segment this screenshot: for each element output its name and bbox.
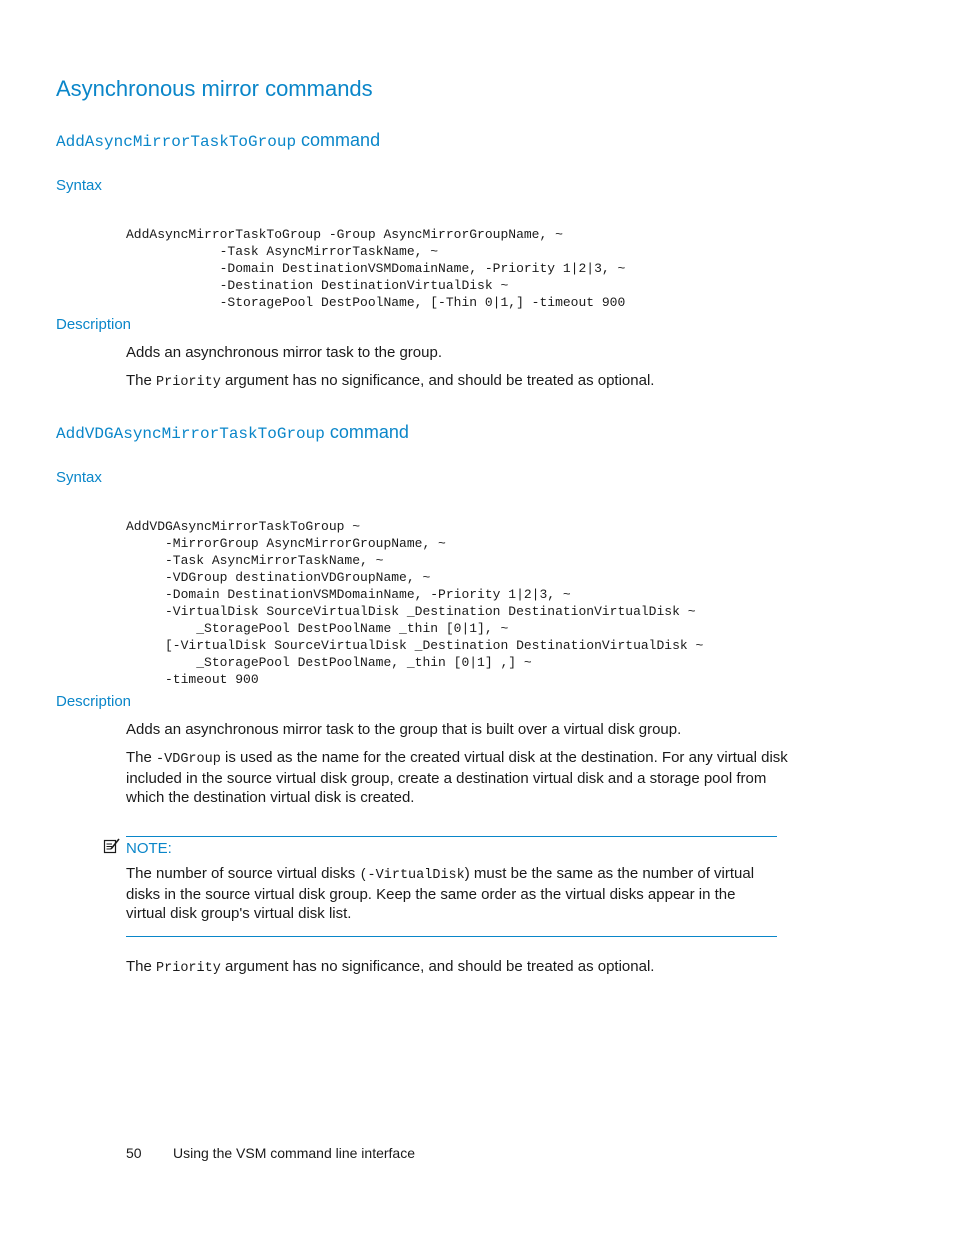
text-run: The: [126, 958, 157, 975]
code-line: -Task AsyncMirrorTaskName, ~: [126, 244, 439, 259]
cmd1-suffix: command: [296, 130, 381, 150]
text-run: The: [126, 372, 157, 389]
code-line: -Domain DestinationVSMDomainName, -Priority 1|2|3, ~: [126, 587, 571, 602]
cmd1-syntax-heading: Syntax: [56, 177, 102, 194]
code-line: -VDGroup destinationVDGroupName, ~: [126, 570, 431, 585]
cmd2-syntax-heading: Syntax: [56, 469, 102, 486]
page-number: 50: [126, 1145, 142, 1161]
cmd2-desc3: [126, 957, 654, 978]
code-line: -timeout 900: [126, 672, 259, 687]
note-top-rule: [126, 836, 777, 837]
inline-code: -VDGroup: [156, 752, 221, 767]
cmd2-suffix: command: [324, 422, 409, 442]
cmd2-heading: [56, 422, 409, 443]
text-run: The number of source virtual disks: [126, 865, 360, 882]
cmd2-name: AddVDGAsyncMirrorTaskToGroup: [56, 425, 325, 443]
section-title: Asynchronous mirror commands: [56, 76, 373, 101]
text-run: The: [126, 749, 157, 766]
text-run: ) must be the same as the number of virtual disks in the source virtual disk group. Keep the same order as the virtual disks appear in the virtual disk group's virtual disk list.: [126, 865, 755, 922]
cmd1-desc1: Adds an asynchronous mirror task to the group.: [126, 344, 442, 361]
cmd1-syntax-block: [126, 209, 625, 328]
note-icon: [103, 837, 121, 855]
note-label: NOTE:: [126, 840, 172, 857]
cmd2-syntax-block: [126, 501, 703, 705]
cmd1-heading: [56, 130, 380, 151]
footer-chapter: Using the VSM command line interface: [173, 1145, 415, 1161]
code-line: _StoragePool DestPoolName _thin [0|1], ~: [126, 621, 509, 636]
code-line: _StoragePool DestPoolName, _thin [0|1] ,] ~: [126, 655, 532, 670]
cmd2-desc1: Adds an asynchronous mirror task to the group that is built over a virtual disk group.: [126, 721, 682, 738]
note-text: [126, 864, 776, 923]
cmd2-desc2: [126, 748, 806, 807]
note-bottom-rule: [126, 936, 777, 937]
text-run: argument has no significance, and should be treated as optional.: [220, 958, 655, 975]
cmd1-name: AddAsyncMirrorTaskToGroup: [56, 133, 297, 151]
text-run: is used as the name for the created virtual disk at the destination. For any virtual disk included in the source virtual disk group, create a destination virtual disk and a storage pool from which the destination virtual disk is created.: [126, 749, 788, 806]
inline-code: Priority: [156, 961, 221, 976]
code-line: -Domain DestinationVSMDomainName, -Priority 1|2|3, ~: [126, 261, 626, 276]
text-run: argument has no significance, and should be treated as optional.: [220, 372, 655, 389]
code-line: -Destination DestinationVirtualDisk ~: [126, 278, 509, 293]
inline-code: (-VirtualDisk: [359, 868, 465, 883]
cmd1-description-heading: Description: [56, 316, 132, 333]
code-line: [-VirtualDisk SourceVirtualDisk _Destination DestinationVirtualDisk ~: [126, 638, 704, 653]
code-line: AddVDGAsyncMirrorTaskToGroup ~: [126, 519, 361, 534]
inline-code: Priority: [156, 375, 221, 390]
cmd1-desc2: [126, 371, 654, 392]
code-line: -Task AsyncMirrorTaskName, ~: [126, 553, 384, 568]
code-line: -VirtualDisk SourceVirtualDisk _Destination DestinationVirtualDisk ~: [126, 604, 696, 619]
cmd2-description-heading: Description: [56, 693, 132, 710]
code-line: -StoragePool DestPoolName, [-Thin 0|1,] -timeout 900: [126, 295, 626, 310]
code-line: -MirrorGroup AsyncMirrorGroupName, ~: [126, 536, 446, 551]
code-line: AddAsyncMirrorTaskToGroup -Group AsyncMirrorGroupName, ~: [126, 227, 563, 242]
